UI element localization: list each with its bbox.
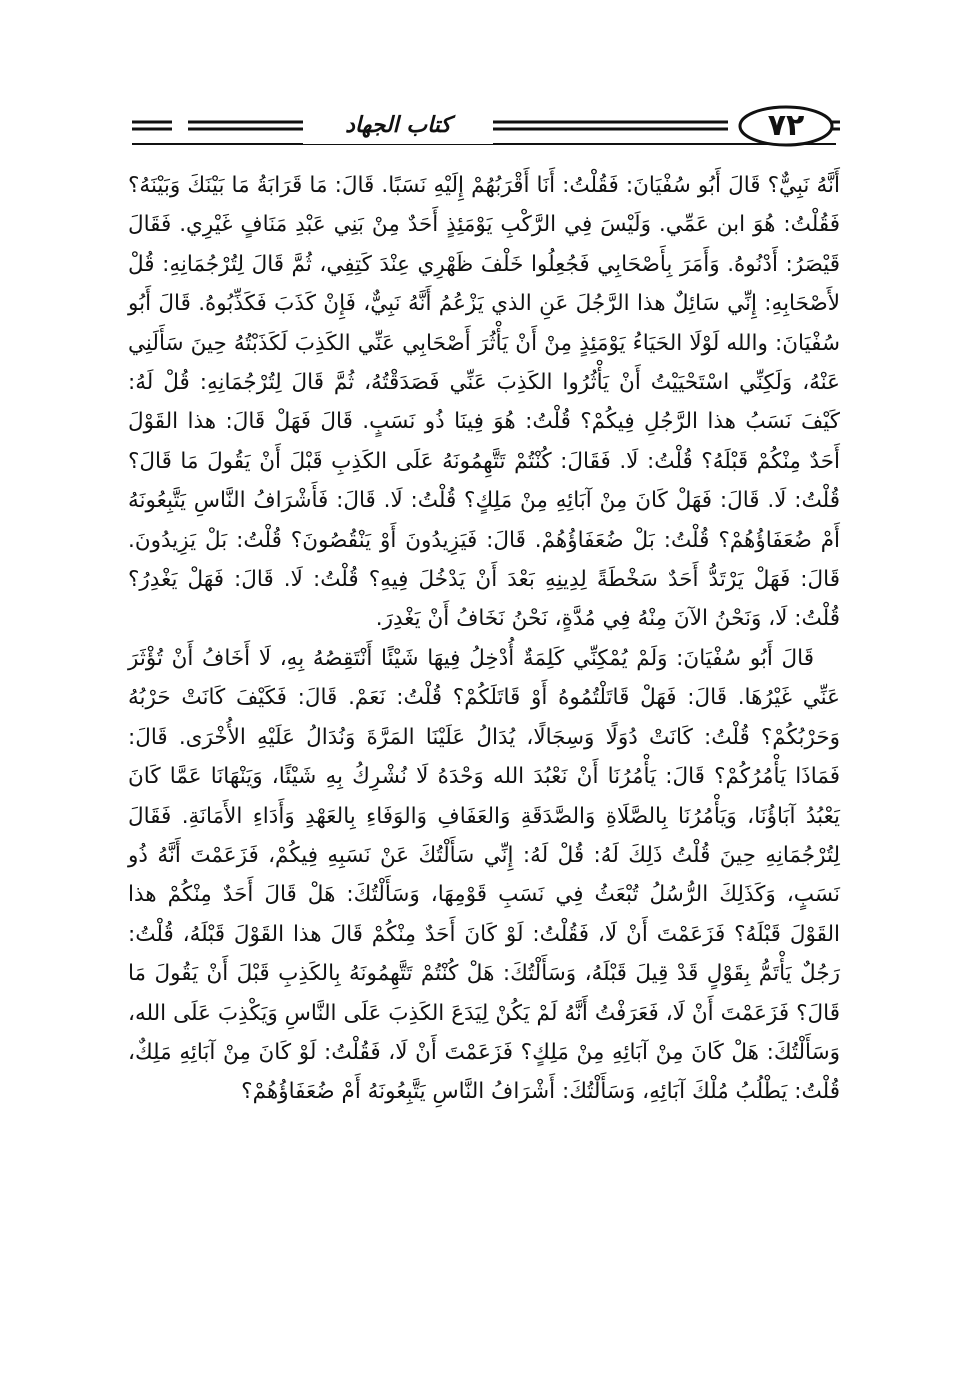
book-title: كتاب الجهاد: [303, 108, 493, 144]
page-number: ٧٢: [767, 108, 805, 143]
paragraph: قَالَ أَبُو سُفْيَانَ: وَلَمْ يُمْكِنِّي كَلِمَةٌ أُدْخِلُ فِيهَا شَيْئًا أَنْتَقِصُهُ بِهِ، لَا أَخَافُ أَنْ تُؤْثَرَ عَنِّي غَيْرُهَا. قَالَ: فَهَلْ قَاتَلْتُمُوهُ أَوْ قَاتَلَكُمْ؟ قُلْتُ: نَعَمْ. قَالَ: فَكَيْفَ كَانَتْ حَرْبُهُ وَحَرْبُكُمْ؟ قُلْتُ: كَانَتْ دُوَلًا وَسِجَالًا، يُدَالُ عَلَيْنَا المَرَّةَ وَنُدَالُ عَلَيْهِ الأُخْرَى. قَالَ: فَمَاذَا يَأْمُرُكُمْ؟ قَالَ: يَأْمُرُنَا أَنْ نَعْبُدَ الله وَحْدَهُ لَا نُشْرِكُ بِهِ شَيْئًا، وَيَنْهَانَا عَمَّا كَانَ يَعْبُدُ آبَاؤُنَا، وَيَأْمُرُنَا بِالصَّلَاةِ وَالصَّدَقَةِ وَالعَفَافِ وَالوَفَاءِ بِالعَهْدِ وَأَدَاءِ الأَمَانَةِ. فَقَالَ لِتُرْجُمَانِهِ حِينَ قُلْتُ ذَلِكَ لَهُ: قُلْ لَهُ: إِنِّي سَأَلْتُكَ عَنْ نَسَبِهِ فِيكُمْ، فَزَعَمْتَ أَنَّهُ ذُو نَسَبٍ، وَكَذَلِكَ الرُّسُلُ تُبْعَثُ فِي نَسَبِ قَوْمِهَا، وَسَأَلْتُكَ: هَلْ قَالَ أَحَدٌ مِنْكُمْ هذا القَوْلَ قَبْلَهُ؟ فَزَعَمْتَ أَنْ لَا، فَقُلْتُ: لَوْ كَانَ أَحَدٌ مِنْكُمْ قَالَ هذا القَوْلَ قَبْلَهُ، قُلْتُ: رَجُلٌ يَأْتَمُّ بِقَوْلٍ قَدْ قِيلَ قَبْلَهُ، وَسَأَلْتُكَ: هَلْ كُنْتُمْ تَتَّهِمُونَهُ بِالكَذِبِ قَبْلَ أَنْ يَقُولَ مَا قَالَ؟ فَزَعَمْتَ أَنْ لَا، فَعَرَفْتُ أَنَّهُ لَمْ يَكُنْ لِيَدَعَ الكَذِبَ عَلَى النَّاسِ وَيَكْذِبَ عَلَى الله، وَسَأَلْتُكَ: هَلْ كَانَ مِنْ آبَائِهِ مِنْ مَلِكٍ؟ فَزَعَمْتَ أَنْ لَا، فَقُلْتُ: لَوْ كَانَ مِنْ آبَائِهِ مَلِكٌ، قُلْتُ: يَطْلُبُ مُلْكَ آبَائِهِ، وَسَأَلْتُكَ: أَشْرَافُ النَّاسِ يَتَّبِعُونَهُ أَمْ ضُعَفَاؤُهُمْ؟: [128, 645, 840, 1105]
paragraph: أَنَّهُ نَبِيٌّ؟ قَالَ أَبُو سُفْيَانَ: فَقُلْتُ: أَنَا أَقْرَبُهُمْ إِلَيْهِ نَسَبًا. قَالَ: مَا قَرَابَةُ مَا بَيْنَكَ وَبَيْنَهُ؟ فَقُلْتُ: هُوَ ابن عَمِّي. وَلَيْسَ فِي الرَّكْبِ يَوْمَئِذٍ أَحَدٌ مِنْ بَنِي عَبْدِ مَنَافٍ غَيْرِي. فَقَالَ قَيْصَرُ: أَدْنُوهُ. وَأَمَرَ بِأَصْحَابِي فَجُعِلُوا خَلْفَ ظَهْرِي عِنْدَ كَتِفِي، ثُمَّ قَالَ لِتُرْجُمَانِهِ: قُلْ لأَصْحَابِهِ: إِنِّي سَائِلٌ هذا الرَّجُلَ عَنِ الذي يَزْعُمُ أَنَّهُ نَبِيٌّ، فَإِنْ كَذَبَ فَكَذِّبُوهُ. قَالَ أَبُو سُفْيَانَ: والله لَوْلَا الحَيَاءُ يَوْمَئِذٍ مِنْ أَنْ يَأْثُرَ أَصْحَابِي عَنِّي الكَذِبَ لَكَذَبْتُهُ حِينَ سَأَلَنِي عَنْهُ، وَلَكِنِّي اسْتَحْيَيْتُ أَنْ يَأْثُرُوا الكَذِبَ عَنِّي فَصَدَقْتُهُ، ثُمَّ قَالَ لِتُرْجُمَانِهِ: قُلْ لَهُ: كَيْفَ نَسَبُ هذا الرَّجُلِ فِيكُمْ؟ قُلْتُ: هُوَ فِينَا ذُو نَسَبٍ. قَالَ فَهَلْ قَالَ: هذا القَوْلَ أَحَدٌ مِنْكُمْ قَبْلَهُ؟ قُلْتُ: لَا. فَقَالَ: كُنْتُمْ تَتَّهِمُونَهُ عَلَى الكَذِبِ قَبْلَ أَنْ يَقُولَ مَا قَالَ؟ قُلْتُ: لَا. قَالَ: فَهَلْ كَانَ مِنْ آبَائِهِ مِنْ مَلِكٍ؟ قُلْتُ: لَا. قَالَ: فَأَشْرَافُ النَّاسِ يَتَّبِعُونَهُ أَمْ ضُعَفَاؤُهُمْ؟ قُلْتُ: بَلْ ضُعَفَاؤُهُمْ. قَالَ: فَيَزِيدُونَ أَوْ يَنْقُصُونَ؟ قُلْتُ: بَلْ يَزِيدُونَ. قَالَ: فَهَلْ يَرْتَدُّ أَحَدٌ سَخْطَةً لِدِينِهِ بَعْدَ أَنْ يَدْخُلَ فِيهِ؟ قُلْتُ: لَا. قَالَ: فَهَلْ يَغْدِرُ؟ قُلْتُ: لَا، وَنَحْنُ الآنَ مِنْهُ فِي مُدَّةٍ، نَحْنُ نَخَافُ أَنْ يَغْدِرَ.: [128, 173, 840, 632]
page-body: [128, 166, 840, 1112]
page-header: [128, 100, 840, 156]
